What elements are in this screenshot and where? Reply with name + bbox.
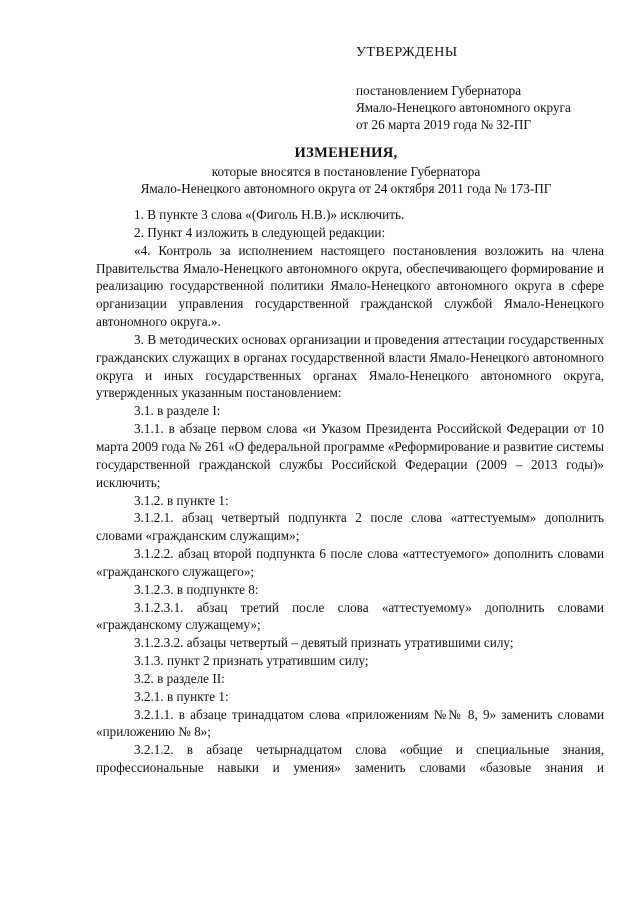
paragraph: 3.1.1. в абзаце первом слова «и Указом Президента Российской Федерации от 10 марта 2009 года № 261 «О федеральной программе «Реформирование и развитие системы государственной гражданской службы Российской Федерации (2009 – 2013 годы)» исключить;	[96, 421, 604, 490]
paragraph: 3.1.2. в пункте 1:	[134, 492, 229, 508]
approval-title: УТВЕРЖДЕНЫ	[356, 45, 458, 60]
paragraph: 3.1.2.3.2. абзацы четвертый – девятый признать утратившими силу;	[134, 635, 514, 651]
paragraph: 3.1.2.3.1. абзац третий после слова «аттестуемому» дополнить словами «гражданскому служащему»;	[96, 599, 604, 633]
heading-line: которые вносятся в постановление Губернатора	[211, 163, 481, 179]
paragraph: 3.2. в разделе II:	[134, 670, 225, 686]
paragraph: 3.2.1. в пункте 1:	[134, 688, 229, 704]
document-heading	[96, 145, 596, 198]
approval-line: Ямало-Ненецкого автономного округа	[356, 100, 571, 115]
paragraph: 3.1.2.1. абзац четвертый подпункта 2 после слова «аттестуемым» дополнить словами «гражданским служащим»;	[96, 510, 604, 544]
paragraph: 3. В методических основах организации и проведения аттестации государственных гражданских служащих в органах государственной власти Ямало-Ненецкого автономного округа и иных государственных органах Ямало-Ненецкого автономного округа, утвержденных указанным постановлением:	[96, 331, 604, 401]
heading-title: ИЗМЕНЕНИЯ,	[294, 145, 398, 161]
paragraph: 3.1.2.3. в подпункте 8:	[134, 581, 259, 597]
approval-line: от 26 марта 2019 года № 32-ПГ	[356, 117, 531, 132]
paragraph: 1. В пункте 3 слова «(Фиголь Н.В.)» исключить.	[134, 207, 405, 222]
approval-block	[356, 44, 626, 133]
paragraph: «4. Контроль за исполнением настоящего постановления возложить на члена Правительства Ямало-Ненецкого автономного округа, обеспечивающего формирование и реализацию государственной политики Ямало-Ненецкого автономного округа в сфере организации управления государственной гражданской службой Ямало-Ненецкого автономного округа.».	[96, 242, 604, 330]
document-body	[96, 206, 604, 777]
paragraph: 3.1.2.2. абзац второй подпункта 6 после слова «аттестуемого» дополнить словами «гражданского служащего»;	[96, 546, 604, 579]
paragraph: 2. Пункт 4 изложить в следующей редакции:	[134, 224, 386, 240]
approval-line: постановлением Губернатора	[356, 83, 522, 98]
heading-line: Ямало-Ненецкого автономного округа от 24 октября 2011 года № 173-ПГ	[140, 181, 552, 196]
paragraph: 3.2.1.2. в абзаце четырнадцатом слова «общие и специальные знания, профессиональные навыки и умения» заменить словами «базовые знания и	[96, 742, 604, 776]
paragraph: 3.2.1.1. в абзаце тринадцатом слова «приложениям №№ 8, 9» заменить словами «приложению № 8»;	[96, 706, 604, 740]
paragraph: 3.1. в разделе I:	[134, 403, 221, 419]
paragraph: 3.1.3. пункт 2 признать утратившим силу;	[134, 653, 369, 669]
